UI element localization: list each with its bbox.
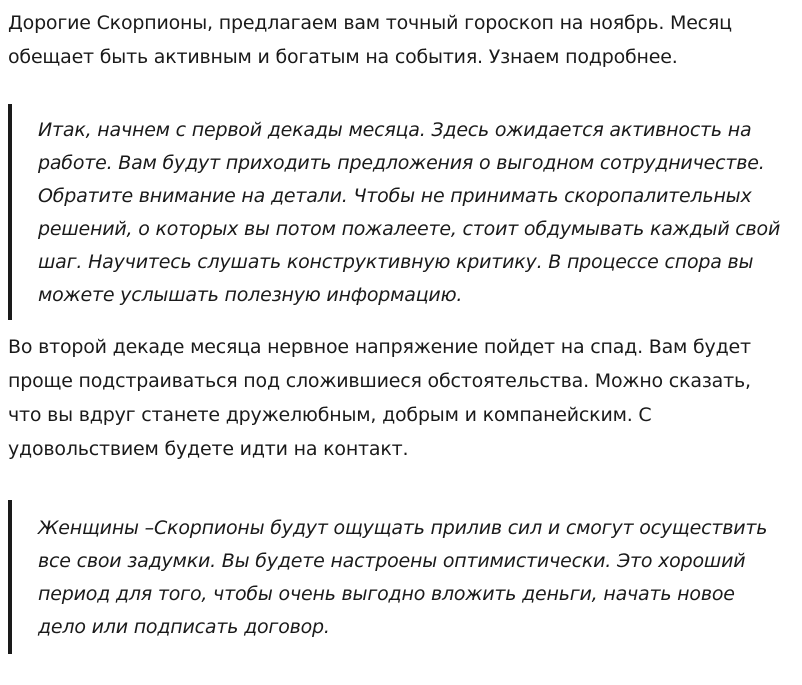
- quote-first-decade: Итак, начнем с первой декады месяца. Здесь ожидается активность на работе. Вам будут приходить предложения о выгодном сотрудничестве. Обратите внимание на детали. Чтобы не принимать скоропалительных решений, о которых вы потом пожалеете, стоит обдумывать каждый свой шаг. Научитесь слушать конструктивную критику. В процессе спора вы можете услышать полезную информацию.: [8, 104, 802, 320]
- intro-paragraph: Дорогие Скорпионы, предлагаем вам точный гороскоп на ноябрь. Месяц обещает быть активным и богатым на события. Узнаем подробнее.: [8, 12, 732, 68]
- second-decade-paragraph: Во второй декаде месяца нервное напряжение пойдет на спад. Вам будет проще подстраиваться под сложившиеся обстоятельства. Можно сказать, что вы вдруг станете дружелюбным, добрым и компанейским. С удовольствием будете идти на контакт.: [8, 336, 751, 460]
- quote-women-scorpions: Женщины –Скорпионы будут ощущать прилив сил и смогут осуществить все свои задумки. Вы будете настроены оптимистически. Это хороший период для того, чтобы очень выгодно вложить деньги, начать новое дело или подписать договор.: [8, 500, 802, 654]
